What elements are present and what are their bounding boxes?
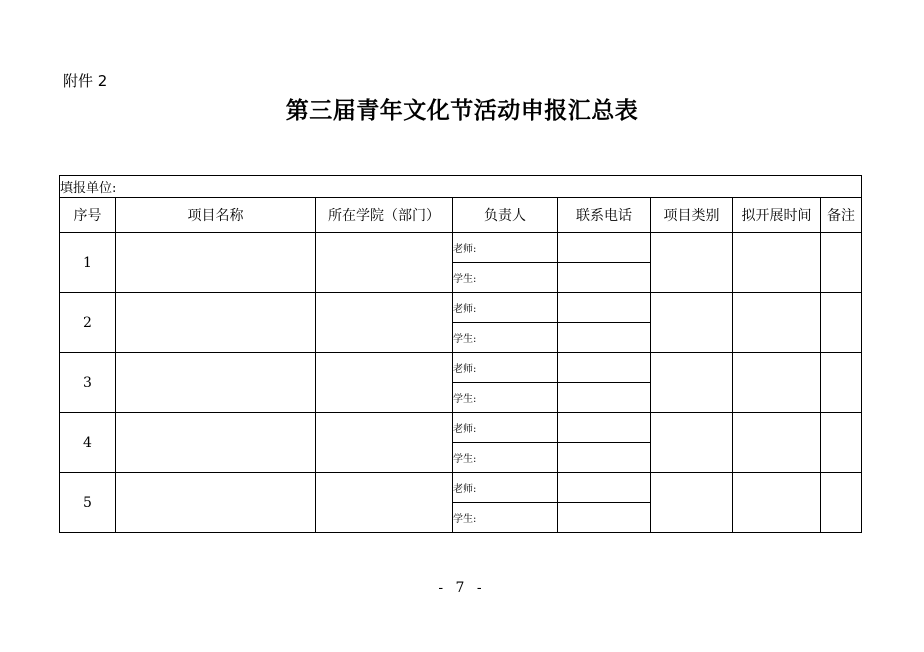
table-row	[60, 353, 862, 383]
time-cell[interactable]	[733, 413, 821, 473]
header-category: 项目类别	[651, 198, 733, 233]
student-phone-cell[interactable]	[558, 263, 651, 293]
remarks-cell[interactable]	[821, 353, 862, 413]
time-cell[interactable]	[733, 353, 821, 413]
student-phone-cell[interactable]	[558, 323, 651, 353]
teacher-phone-cell[interactable]	[558, 473, 651, 503]
project-name-cell[interactable]	[116, 353, 316, 413]
teacher-cell[interactable]: 老师:	[453, 353, 558, 383]
row-seq: 4	[60, 413, 116, 473]
header-time: 拟开展时间	[733, 198, 821, 233]
project-name-cell[interactable]	[116, 293, 316, 353]
page-title: 第三届青年文化节活动申报汇总表	[285, 97, 639, 124]
remarks-cell[interactable]	[821, 413, 862, 473]
category-cell[interactable]	[651, 293, 733, 353]
student-cell[interactable]: 学生:	[453, 323, 558, 353]
teacher-phone-cell[interactable]	[558, 413, 651, 443]
project-name-cell[interactable]	[116, 473, 316, 533]
student-cell[interactable]: 学生:	[453, 263, 558, 293]
student-cell[interactable]: 学生:	[453, 443, 558, 473]
teacher-cell[interactable]: 老师:	[453, 413, 558, 443]
college-cell[interactable]	[316, 473, 453, 533]
teacher-phone-cell[interactable]	[558, 293, 651, 323]
student-cell[interactable]: 学生:	[453, 383, 558, 413]
teacher-cell[interactable]: 老师:	[453, 233, 558, 263]
teacher-phone-cell[interactable]	[558, 353, 651, 383]
table-row	[60, 413, 862, 443]
attachment-label: 附件 2	[63, 72, 108, 90]
header-seq: 序号	[60, 198, 116, 233]
student-phone-cell[interactable]	[558, 383, 651, 413]
time-cell[interactable]	[733, 473, 821, 533]
time-cell[interactable]	[733, 233, 821, 293]
row-seq: 3	[60, 353, 116, 413]
header-leader: 负责人	[453, 198, 558, 233]
student-phone-cell[interactable]	[558, 503, 651, 533]
student-phone-cell[interactable]	[558, 443, 651, 473]
time-cell[interactable]	[733, 293, 821, 353]
project-name-cell[interactable]	[116, 233, 316, 293]
row-seq: 5	[60, 473, 116, 533]
header-phone: 联系电话	[558, 198, 651, 233]
summary-table	[59, 175, 862, 533]
unit-row	[60, 176, 862, 198]
row-seq: 1	[60, 233, 116, 293]
category-cell[interactable]	[651, 353, 733, 413]
header-college: 所在学院（部门）	[316, 198, 453, 233]
header-row	[60, 198, 862, 233]
table-row	[60, 233, 862, 263]
header-remarks: 备注	[821, 198, 862, 233]
remarks-cell[interactable]	[821, 233, 862, 293]
remarks-cell[interactable]	[821, 473, 862, 533]
category-cell[interactable]	[651, 413, 733, 473]
college-cell[interactable]	[316, 413, 453, 473]
category-cell[interactable]	[651, 473, 733, 533]
page-number: - 7 -	[438, 580, 486, 596]
teacher-cell[interactable]: 老师:	[453, 473, 558, 503]
teacher-phone-cell[interactable]	[558, 233, 651, 263]
project-name-cell[interactable]	[116, 413, 316, 473]
table-row	[60, 473, 862, 503]
college-cell[interactable]	[316, 293, 453, 353]
college-cell[interactable]	[316, 233, 453, 293]
teacher-cell[interactable]: 老师:	[453, 293, 558, 323]
remarks-cell[interactable]	[821, 293, 862, 353]
college-cell[interactable]	[316, 353, 453, 413]
row-seq: 2	[60, 293, 116, 353]
category-cell[interactable]	[651, 233, 733, 293]
table-row	[60, 293, 862, 323]
student-cell[interactable]: 学生:	[453, 503, 558, 533]
header-project-name: 项目名称	[116, 198, 316, 233]
unit-label: 填报单位:	[60, 176, 862, 198]
